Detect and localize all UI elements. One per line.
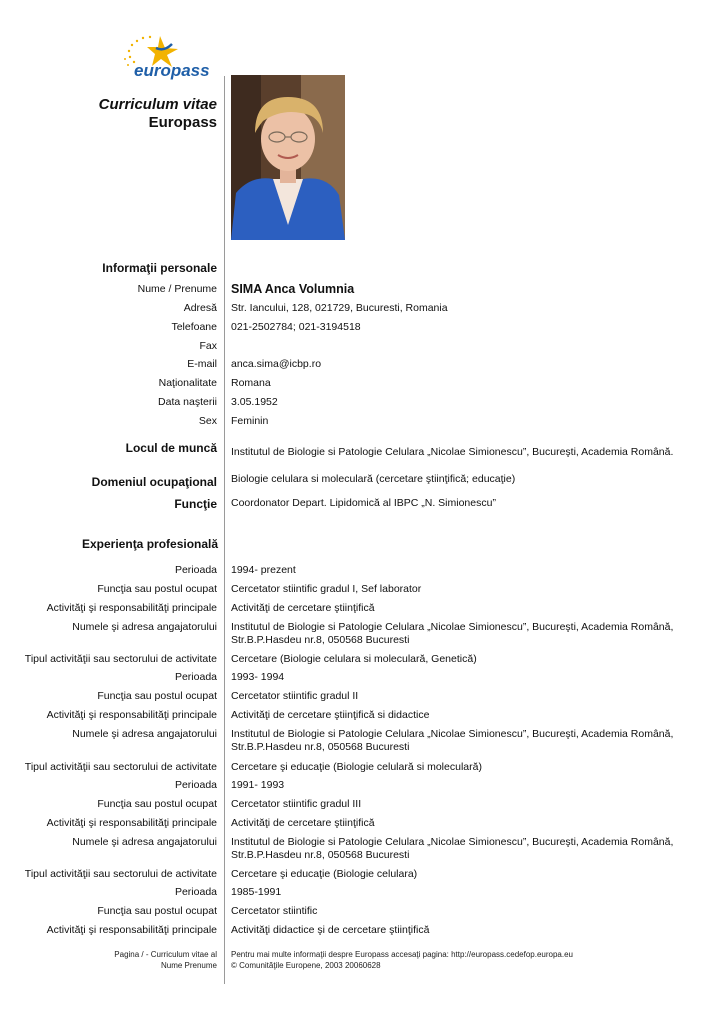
label-period: Perioada	[174, 671, 217, 683]
label-address: Adresă	[183, 302, 217, 314]
value-sector: Cercetare şi educaţie (Biologie celulară si moleculară)	[231, 761, 482, 773]
label-birth-date: Data naşterii	[158, 396, 217, 408]
section-work-experience: Experienţa profesională	[82, 537, 219, 551]
value-position: Cercetator stiintific gradul I, Sef laborator	[231, 583, 422, 595]
value-employer-line2: Str.B.P.Hasdeu nr.8, 050568 Bucuresti	[231, 634, 410, 646]
label-function: Funcţie	[174, 497, 217, 511]
svg-text:europass: europass	[134, 61, 210, 80]
value-employer-line2: Str.B.P.Hasdeu nr.8, 050568 Bucuresti	[231, 741, 410, 753]
value-activities: Activităţi de cercetare ştiinţifică	[231, 817, 375, 829]
label-activities: Activităţi şi responsabilităţi principale	[46, 709, 217, 721]
value-position: Cercetator stiintific gradul II	[231, 690, 359, 702]
label-position: Funcţia sau postul ocupat	[97, 583, 217, 595]
label-fax: Fax	[199, 340, 217, 352]
value-period: 1985-1991	[231, 886, 282, 898]
value-phone: 021-2502784; 021-3194518	[231, 321, 361, 333]
label-name: Nume / Prenume	[137, 283, 217, 295]
label-period: Perioada	[174, 564, 217, 576]
label-period: Perioada	[174, 779, 217, 791]
portrait-photo	[231, 75, 345, 240]
portrait-image	[231, 75, 345, 240]
label-position: Funcţia sau postul ocupat	[97, 690, 217, 702]
value-employer-line2: Str.B.P.Hasdeu nr.8, 050568 Bucuresti	[231, 849, 410, 861]
footer-right-line1[interactable]: Pentru mai multe informaţii despre Europass accesaţi pagina: http://europass.cedefop.europa.eu	[231, 950, 573, 959]
cv-title	[99, 96, 217, 132]
label-phone: Telefoane	[171, 321, 217, 333]
label-position: Funcţia sau postul ocupat	[97, 798, 217, 810]
label-employer: Numele şi adresa angajatorului	[72, 728, 217, 740]
value-birth-date: 3.05.1952	[231, 396, 278, 408]
label-workplace: Locul de muncă	[125, 441, 217, 455]
value-activities: Activităţi de cercetare ştiinţifică si didactice	[231, 709, 430, 721]
label-sector: Tipul activităţii sau sectorului de activitate	[24, 868, 217, 880]
cv-title-line2: Europass	[148, 114, 217, 131]
footer-right-line2: © Comunităţile Europene, 2003 20060628	[231, 961, 381, 970]
label-email: E-mail	[187, 358, 217, 370]
footer-left-line1: Pagina / - Curriculum vitae al	[114, 950, 217, 959]
value-period: 1991- 1993	[231, 779, 285, 791]
label-employer: Numele şi adresa angajatorului	[72, 836, 217, 848]
value-function: Coordonator Depart. Lipidomică al IBPC „N. Simionescu”	[231, 497, 496, 509]
label-activities: Activităţi şi responsabilităţi principale	[46, 602, 217, 614]
section-personal-info: Informaţii personale	[102, 261, 217, 275]
label-position: Funcţia sau postul ocupat	[97, 905, 217, 917]
value-occupational-domain: Biologie celulara si moleculară (cercetare ştiinţifică; educaţie)	[231, 473, 516, 485]
label-activities: Activităţi şi responsabilităţi principale	[46, 817, 217, 829]
value-email[interactable]: anca.sima@icbp.ro	[231, 358, 322, 370]
label-occupational-domain: Domeniul ocupaţional	[91, 475, 217, 489]
value-sector: Cercetare şi educaţie (Biologie celulara)	[231, 868, 418, 880]
value-employer-line1: Institutul de Biologie si Patologie Celulara „Nicolae Simionescu”, Bucureşti, Academia Română,	[231, 728, 674, 740]
value-period: 1994- prezent	[231, 564, 296, 576]
value-period: 1993- 1994	[231, 671, 285, 683]
value-employer-line1: Institutul de Biologie si Patologie Celulara „Nicolae Simionescu”, Bucureşti, Academia Română,	[231, 621, 674, 633]
europass-logo-icon	[120, 32, 230, 82]
value-address: Str. Iancului, 128, 021729, Bucuresti, Romania	[231, 302, 448, 314]
value-position: Cercetator stiintific	[231, 905, 318, 917]
value-nationality: Romana	[231, 377, 271, 389]
label-period: Perioada	[174, 886, 217, 898]
value-workplace: Institutul de Biologie si Patologie Celulara „Nicolae Simionescu”, Bucureşti, Academia Română.	[231, 446, 674, 458]
value-sex: Feminin	[231, 415, 269, 427]
label-activities: Activităţi şi responsabilităţi principale	[46, 924, 217, 936]
label-sex: Sex	[198, 415, 217, 427]
footer-left-line2: Nume Prenume	[160, 961, 217, 970]
person-name: SIMA Anca Volumnia	[231, 282, 355, 296]
value-employer-line1: Institutul de Biologie si Patologie Celulara „Nicolae Simionescu”, Bucureşti, Academia Română,	[231, 836, 674, 848]
value-position: Cercetator stiintific gradul III	[231, 798, 362, 810]
value-sector: Cercetare (Biologie celulara si moleculară, Genetică)	[231, 653, 477, 665]
value-activities: Activităţi de cercetare ştiinţifică	[231, 602, 375, 614]
label-sector: Tipul activităţii sau sectorului de activitate	[24, 653, 217, 665]
europass-logo	[120, 32, 230, 82]
label-employer: Numele şi adresa angajatorului	[72, 621, 217, 633]
value-activities: Activităţi didactice şi de cercetare ştiinţifică	[231, 924, 430, 936]
cv-title-line1: Curriculum vitae	[98, 96, 217, 113]
vertical-divider	[224, 76, 225, 984]
label-nationality: Naţionalitate	[158, 377, 217, 389]
label-sector: Tipul activităţii sau sectorului de activitate	[24, 761, 217, 773]
